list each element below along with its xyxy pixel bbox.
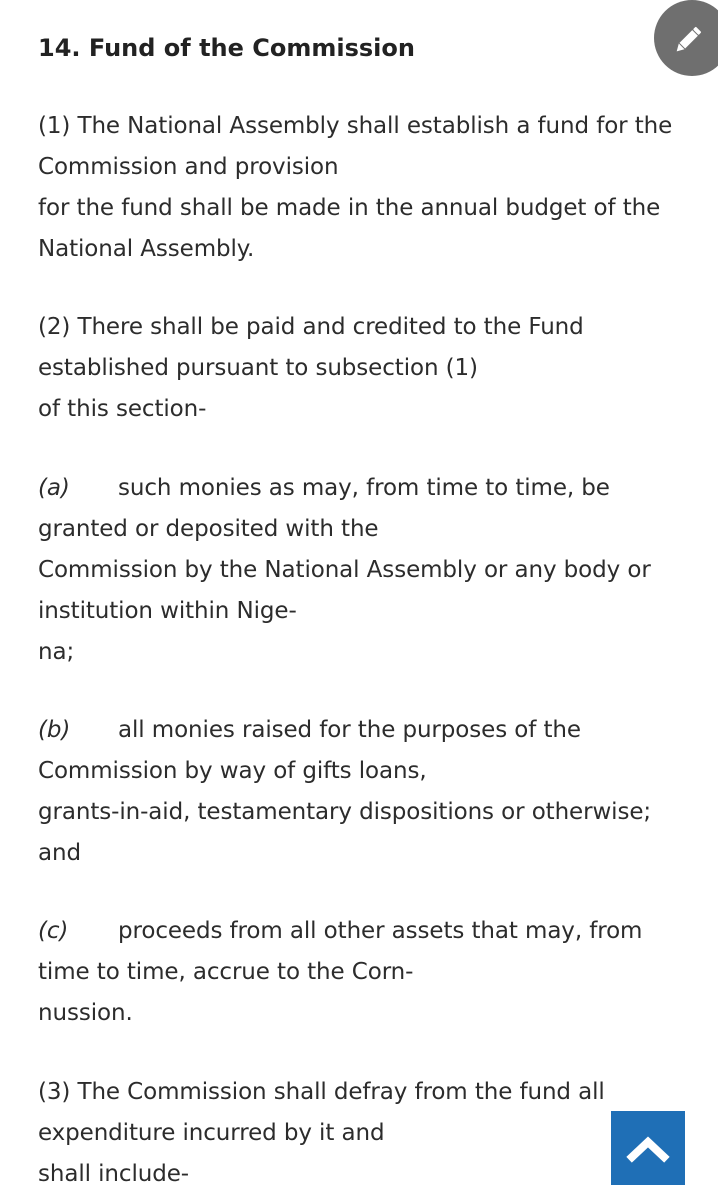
paragraph-line: na; <box>38 639 75 665</box>
subparagraph-first-line <box>38 710 698 751</box>
edit-button[interactable] <box>654 0 718 76</box>
paragraph-line: Commission by way of gifts loans, <box>38 758 427 784</box>
subparagraph-first-line <box>38 468 698 509</box>
paragraph-line: expenditure incurred by it and <box>38 1120 385 1146</box>
paragraph-line: nussion. <box>38 1000 133 1026</box>
scroll-to-top-button[interactable] <box>611 1111 685 1185</box>
paragraph-line: (1) The National Assembly shall establish a fund for the <box>38 113 673 139</box>
paragraph-line: Commission and provision <box>38 154 339 180</box>
paragraph-3 <box>38 1072 698 1195</box>
paragraph-2 <box>38 307 698 430</box>
paragraph-line: time to time, accrue to the Corn- <box>38 959 414 985</box>
subparagraph-label: (a) <box>38 475 70 501</box>
subparagraph-first-line <box>38 911 698 952</box>
pencil-icon <box>670 22 706 58</box>
paragraph-line: (3) The Commission shall defray from the fund all <box>38 1079 605 1105</box>
paragraph-1 <box>38 106 698 270</box>
paragraph-line: and <box>38 840 81 866</box>
paragraph-line: (2) There shall be paid and credited to the Fund <box>38 314 584 340</box>
paragraph-line: of this section- <box>38 396 207 422</box>
subparagraph-text: proceeds from all other assets that may, from <box>118 918 643 944</box>
subparagraph-c <box>38 911 698 1034</box>
subparagraph-label: (b) <box>38 717 71 743</box>
chevron-up-icon <box>626 1133 670 1163</box>
paragraph-line: established pursuant to subsection (1) <box>38 355 478 381</box>
paragraph-line: grants-in-aid, testamentary dispositions or otherwise; <box>38 799 652 825</box>
paragraph-line: shall include- <box>38 1161 189 1187</box>
paragraph-line: Commission by the National Assembly or any body or <box>38 557 651 583</box>
subparagraph-b <box>38 710 698 874</box>
paragraph-line: institution within Nige- <box>38 598 297 624</box>
subparagraph-a <box>38 468 698 673</box>
paragraph-line: granted or deposited with the <box>38 516 379 542</box>
paragraph-line: National Assembly. <box>38 236 255 262</box>
subparagraph-text: such monies as may, from time to time, be <box>118 475 610 501</box>
section-heading: 14. Fund of the Commission <box>38 34 415 62</box>
subparagraph-text: all monies raised for the purposes of the <box>118 717 581 743</box>
subparagraph-label: (c) <box>38 918 69 944</box>
paragraph-line: for the fund shall be made in the annual budget of the <box>38 195 661 221</box>
